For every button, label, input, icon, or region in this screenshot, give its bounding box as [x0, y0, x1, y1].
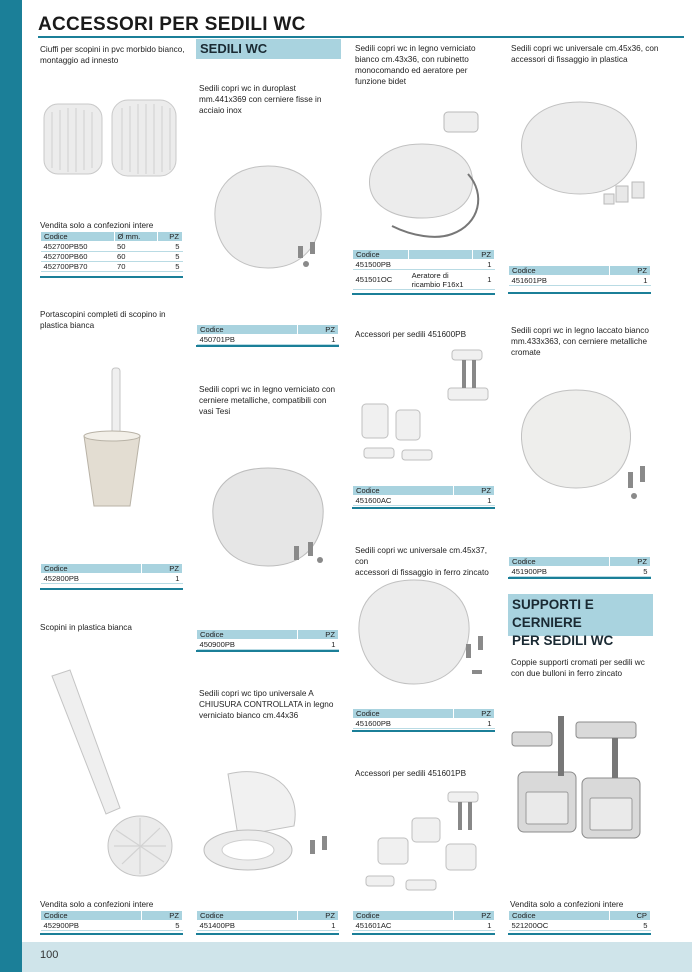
- table-divider: [508, 933, 651, 935]
- toilet-seat-image: [508, 380, 653, 510]
- sales-note: Vendita solo a confezioni intere: [510, 900, 624, 909]
- table-divider: [40, 276, 183, 278]
- toilet-seat-image: [352, 574, 494, 700]
- table-row: 451501OC Aeratore di ricambio F16x1 1: [353, 270, 495, 290]
- product-table: [352, 910, 495, 931]
- table-header-row: Codice Ø mm. PZ: [41, 232, 183, 242]
- product-description: Portascopini completi di scopino in plastica bianca: [40, 310, 166, 330]
- bidet-seat-image: [352, 104, 494, 242]
- toilet-brush-holder-image: [72, 366, 152, 516]
- toilet-seat-image: [508, 96, 653, 214]
- product-table: [40, 563, 183, 584]
- table-divider: [196, 345, 339, 347]
- table-header-row: Codice PZ: [353, 486, 495, 496]
- seat-accessories-image: [352, 788, 494, 904]
- section-heading-sedili: SEDILI WC: [196, 39, 341, 59]
- toilet-seat-image: [198, 160, 338, 275]
- section-heading-supporti: SUPPORTI E CERNIERE PER SEDILI WC: [508, 594, 653, 636]
- product-table: [352, 485, 495, 506]
- table-divider: [508, 292, 651, 294]
- product-description: Sedili copri wc tipo universale A CHIUSURA CONTROLLATA in legno verniciato bianco cm.44x36: [199, 689, 334, 720]
- product-description: Scopini in plastica bianca: [40, 623, 132, 632]
- table-row: 452700PB60 60 5: [41, 252, 183, 262]
- table-row: 451601PB 1: [509, 276, 651, 286]
- product-description: Ciuffi per scopini in pvc morbido bianco, montaggio ad innesto: [40, 45, 185, 65]
- table-header-row: Codice PZ: [197, 325, 339, 335]
- product-table: [508, 556, 651, 577]
- table-row: 451600PB 1: [353, 719, 495, 729]
- footer-bar: [22, 942, 692, 972]
- product-description: Sedili copri wc universale cm.45x36, con accessori di fissaggio in plastica: [511, 44, 659, 64]
- title-divider: [38, 36, 684, 38]
- seat-accessories-image: [352, 348, 494, 476]
- product-table: [508, 265, 651, 286]
- table-divider: [196, 650, 339, 652]
- table-row: 450900PB 1: [197, 640, 339, 650]
- product-description: Coppie supporti cromati per sedili wc con due bulloni in ferro zincato: [511, 658, 645, 678]
- sales-note: Vendita solo a confezioni intere: [40, 900, 154, 909]
- product-table: [352, 708, 495, 729]
- table-header-row: Codice PZ: [41, 564, 183, 574]
- table-header-row: Codice PZ: [197, 630, 339, 640]
- table-header-row: Codice PZ: [353, 250, 495, 260]
- table-divider: [508, 577, 651, 579]
- product-table: [40, 910, 183, 931]
- table-divider: [196, 933, 339, 935]
- table-header-row: Codice PZ: [509, 557, 651, 567]
- table-header-row: Codice PZ: [353, 709, 495, 719]
- toilet-seat-image: [198, 462, 338, 580]
- table-row: 451500PB 1: [353, 260, 495, 270]
- table-row: 451601AC 1: [353, 921, 495, 931]
- table-row: 451900PB 5: [509, 567, 651, 577]
- product-description: Sedili copri wc in legno laccato bianco mm.433x363, con cerniere metalliche cromate: [511, 326, 649, 357]
- table-header-row: Codice CP: [509, 911, 651, 921]
- product-description: Accessori per sedili 451600PB: [355, 330, 467, 339]
- table-header-row: Codice PZ: [509, 266, 651, 276]
- chrome-supports-image: [508, 712, 653, 862]
- table-row: 451400PB 1: [197, 921, 339, 931]
- product-table: [40, 231, 183, 272]
- table-row: 521200OC 5: [509, 921, 651, 931]
- table-divider: [40, 933, 183, 935]
- product-description: Sedili copri wc in legno verniciato con cerniere metalliche, compatibili con vasi Tesi: [199, 385, 336, 416]
- product-table: [196, 629, 339, 650]
- toilet-brush-image: [42, 668, 182, 883]
- table-row: 452900PB 5: [41, 921, 183, 931]
- table-header-row: Codice PZ: [197, 911, 339, 921]
- table-row: 452700PB70 70 5: [41, 262, 183, 272]
- table-divider: [352, 507, 495, 509]
- product-table: [196, 910, 339, 931]
- product-description: Sedili copri wc in duroplast mm.441x369 con cerniere fisse in acciaio inox: [199, 84, 322, 115]
- brush-heads-image: [38, 92, 184, 182]
- product-description: Accessori per sedili 451601PB: [355, 769, 467, 778]
- left-color-strip: [0, 0, 22, 972]
- product-table: [352, 249, 495, 290]
- page-number: 100: [40, 949, 59, 961]
- product-description: Sedili copri wc universale cm.45x37, con accessori di fissaggio in ferro zincato: [355, 546, 489, 577]
- product-description: Sedili copri wc in legno verniciato bianco cm.43x36, con rubinetto monocomando ed aeratore per funzione bidet: [355, 44, 476, 86]
- product-table: [508, 910, 651, 931]
- table-row: 452700PB50 50 5: [41, 242, 183, 252]
- table-divider: [352, 730, 495, 732]
- product-table: [196, 324, 339, 345]
- table-divider: [352, 293, 495, 295]
- table-divider: [40, 588, 183, 590]
- table-row: 451600AC 1: [353, 496, 495, 506]
- table-row: 452800PB 1: [41, 574, 183, 584]
- table-divider: [352, 933, 495, 935]
- table-header-row: Codice PZ: [41, 911, 183, 921]
- page-title: ACCESSORI PER SEDILI WC: [38, 14, 306, 35]
- table-header-row: Codice PZ: [353, 911, 495, 921]
- sales-note: Vendita solo a confezioni intere: [40, 221, 154, 230]
- toilet-seat-soft-close-image: [198, 766, 338, 878]
- table-row: 450701PB 1: [197, 335, 339, 345]
